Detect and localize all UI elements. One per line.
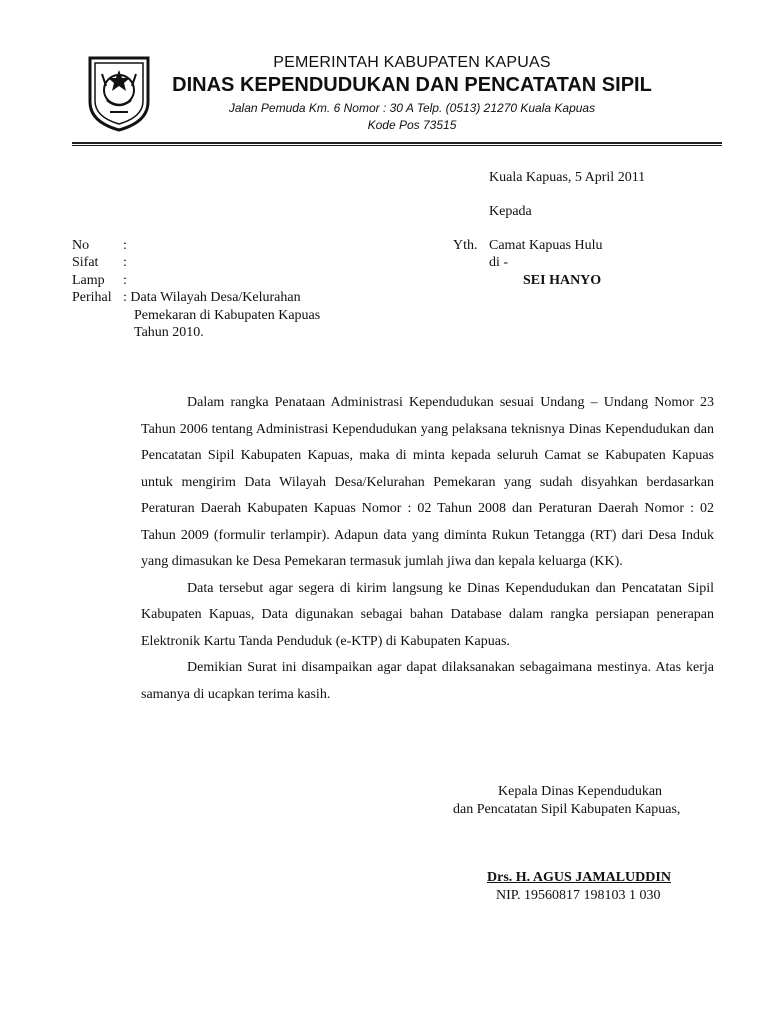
- letter-date: Kuala Kapuas, 5 April 2011: [489, 170, 646, 185]
- letterhead-divider: [72, 142, 722, 144]
- letter-body: [141, 390, 714, 708]
- signatory-name: Drs. H. AGUS JAMALUDDIN: [487, 870, 671, 885]
- sifat-colon: :: [123, 255, 127, 270]
- agency-postal-code: Kode Pos 73515: [367, 118, 457, 132]
- recipient-place: SEI HANYO: [523, 273, 602, 288]
- lamp-colon: :: [123, 273, 127, 288]
- perihal-label: Perihal: [72, 290, 112, 305]
- perihal-value-line3: Tahun 2010.: [134, 325, 204, 340]
- yth-label: Yth.: [453, 238, 478, 253]
- recipient-di: di -: [489, 255, 509, 270]
- perihal-value: : Data Wilayah Desa/Kelurahan: [123, 290, 301, 305]
- sifat-label: Sifat: [72, 255, 99, 270]
- agency-name: DINAS KEPENDUDUKAN DAN PENCATATAN SIPIL: [172, 74, 652, 96]
- body-paragraph-3: Demikian Surat ini disampaikan agar dapat dilaksanakan sebagaimana mestinya. Atas kerja samanya di ucapkan terima kasih.: [141, 660, 714, 702]
- body-paragraph-2: Data tersebut agar segera di kirim langsung ke Dinas Kependudukan dan Pencatatan Sipil Kabupaten Kapuas, Data digunakan sebagai bahan Database dalam rangka persiapan penerapan Elektronik Kartu Tanda Penduduk (e-KTP) di Kabupaten Kapuas.: [141, 580, 714, 649]
- no-label: No: [72, 238, 90, 253]
- body-paragraph-1: Dalam rangka Penataan Administrasi Kependudukan sesuai Undang – Undang Nomor 23 Tahun 2006 tentang Administrasi Kependudukan yang pelaksana teknisnya Dinas Kependudukan dan Pencatatan Sipil Kabupaten Kapuas, maka di minta kepada seluruh Camat se Kabupaten Kapuas untuk mengirim Data Wilayah Desa/Kelurahan Pemekaran yang sudah disyahkan berdasarkan Peraturan Daerah Kabupaten Kapuas Nomor : 02 Tahun 2008 dan Peraturan Daerah Nomor : 02 Tahun 2009 (formulir terlampir). Adapun data yang diminta Rukun Tetangga (RT) dari Desa Induk yang dimasukan ke Desa Pemekaran termasuk jumlah jiwa dan kepala keluarga (KK).: [141, 395, 714, 569]
- lamp-label: Lamp: [72, 273, 105, 288]
- perihal-value-line2: Pemekaran di Kabupaten Kapuas: [134, 308, 321, 323]
- kepada-label: Kepada: [489, 204, 532, 219]
- signatory-title-line1: Kepala Dinas Kependudukan: [498, 784, 663, 799]
- no-colon: :: [123, 238, 127, 253]
- agency-address: Jalan Pemuda Km. 6 Nomor : 30 A Telp. (0513) 21270 Kuala Kapuas: [228, 101, 596, 115]
- signatory-title-line2: dan Pencatatan Sipil Kabupaten Kapuas,: [453, 802, 681, 817]
- signatory-nip: NIP. 19560817 198103 1 030: [496, 888, 661, 903]
- government-name: PEMERINTAH KABUPATEN KAPUAS: [273, 54, 551, 71]
- recipient-name: Camat Kapuas Hulu: [489, 238, 603, 253]
- letterhead-divider-thin: [72, 145, 722, 146]
